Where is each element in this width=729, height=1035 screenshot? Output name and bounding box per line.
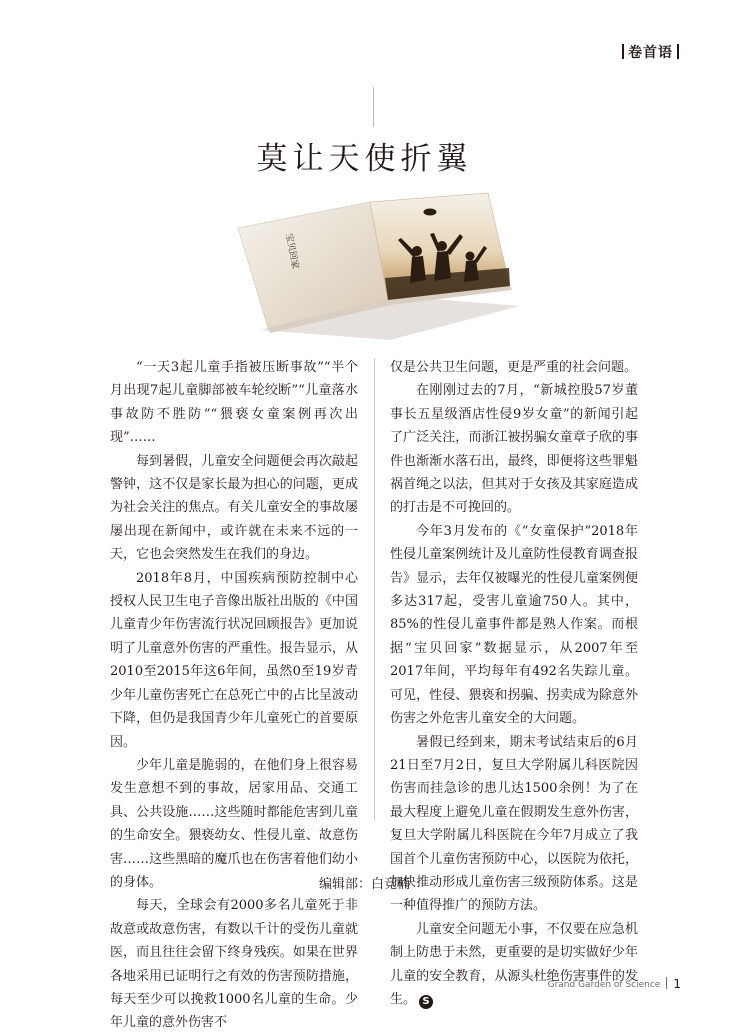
page-footer	[548, 977, 681, 991]
magazine-cover-text: 宝贝回家	[283, 232, 300, 270]
right-column	[390, 356, 638, 1011]
article-paragraph: 每到暑假，儿童安全问题便会再次敲起警钟，这不仅是家长最为担心的问题，更成为社会关注的焦点。有关儿童安全的事故屡屡出现在新闻中，或许就在未来不远的一天，它也会突然发生在我们的身边。	[110, 453, 358, 563]
page-number: 1	[673, 977, 681, 991]
article-paragraph: 今年3月发布的《“女童保护”2018年性侵儿童案例统计及儿童防性侵教育调查报告》显示，去年仅被曝光的性侵儿童案例便多达317起，受害儿童逾750人。其中，85%的性侵儿童事件都是熟人作案。而根据“宝贝回家”数据显示，从2007年至2017年间，平均每年有492名失踪儿童。可见，性侵、猥亵和拐骗、拐卖成为除意外伤害之外危害儿童安全的大问题。	[390, 523, 638, 727]
article-paragraph: 少年儿童是脆弱的，在他们身上很容易发生意想不到的事故，居家用品、交通工具、公共设施……这些随时都能危害到儿童的生命安全。猥亵幼女、性侵儿童、故意伤害……这些黑暗的魔爪也在伤害着他们幼小的身体。	[110, 757, 358, 890]
article-paragraph-final	[390, 918, 638, 1012]
tag-bar-left	[622, 44, 624, 59]
column-divider	[374, 358, 375, 820]
footer-divider	[666, 977, 667, 989]
left-column	[110, 356, 358, 1035]
article-paragraph: 暑假已经到来，期末考试结束后的6月21日至7月2日，复旦大学附属儿科医院因伤害而挂急诊的患儿达1500余例！为了在最大程度上避免儿童在假期发生意外伤害，复旦大学附属儿科医院在今年7月成立了我国首个儿童伤害预防中心，以医院为依托，加快推动形成儿童伤害三级预防体系。这是一种值得推广的预防方法。	[390, 734, 638, 914]
article-paragraph: 每天，全球会有2000多名儿童死于非故意或故意伤害，有数以千计的受伤儿童就医，而且往往会留下终身残疾。如果在世界各地采用已证明行之有效的伤害预防措施，每天至少可以挽救1000名儿童的生命。少年儿童的意外伤害不	[110, 898, 358, 1031]
magazine-illustration	[220, 188, 520, 340]
publication-name: Grand Garden of Science	[547, 980, 661, 990]
tag-bar-right	[677, 44, 679, 59]
section-label: 卷首语	[628, 45, 673, 61]
end-mark-icon: S	[419, 995, 433, 1009]
section-tag	[618, 42, 683, 62]
article-paragraph: 2018年8月，中国疾病预防控制中心授权人民卫生电子音像出版社出版的《中国儿童青少年伤害流行状况回顾报告》更加说明了儿童意外伤害的严重性。报告显示，从2010至2015年这6年间，虽然0至19岁青少年儿童伤害死亡在总死亡中的占比呈波动下降，但仍是我国青少年儿童死亡的首要原因。	[110, 570, 358, 750]
final-paragraph-text: 儿童安全问题无小事，不仅要在应急机制上防患于未然，更重要的是切实做好少年儿童的安全教育，从源头杜绝伤害事件的发生。	[390, 921, 638, 1007]
editor-credit: 编辑部：白竞楠	[318, 877, 410, 892]
article-paragraph: 在刚刚过去的7月，“新城控股57岁董事长五星级酒店性侵9岁女童”的新闻引起了广泛关注，而浙江被拐骗女童章子欣的事件也渐渐水落石出，最终，即便将这些罪魁祸首绳之以法，但其对于女孩及其家庭造成的打击是不可挽回的。	[390, 383, 638, 516]
article-paragraph: “一天3起儿童手指被压断事故”“半个月出现7起儿童脚部被车轮绞断”“儿童落水事故防不胜防”“猥亵女童案例再次出现”……	[110, 360, 358, 446]
title-decorative-rule	[373, 87, 374, 127]
article-paragraph-continuation: 仅是公共卫生问题，更是严重的社会问题。	[390, 360, 638, 375]
page-title: 莫让天使折翼	[256, 141, 473, 177]
ball-icon	[424, 209, 437, 216]
